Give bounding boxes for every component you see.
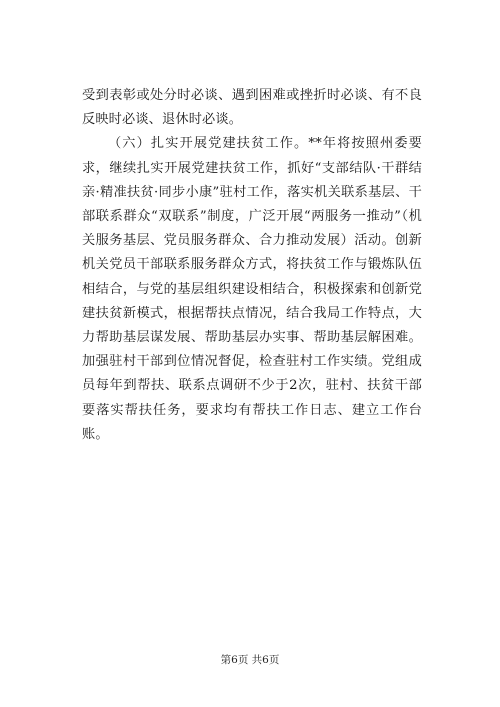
paragraph-continuation: 受到表彰或处分时必谈、遇到困难或挫折时必谈、有不良反映时必谈、退休时必谈。: [82, 88, 422, 128]
page-footer: 第6页 共6页: [220, 654, 280, 666]
document-body: [82, 84, 422, 447]
paragraph-section-six: （六）扎实开展党建扶贫工作。**年将按照州委要求，继续扎实开展党建扶贫工作，抓好“支部结队·干群结亲·精准扶贫·同步小康”驻村工作，落实机关联系基层、干部联系群众“双联系”制度，广泛开展“两服务一推动”（机关服务基层、党员服务群众、合力推动发展）活动。创新机关党员干部联系服务群众方式，将扶贫工作与锻炼队伍相结合，与党的基层组织建设相结合，积极探索和创新党建扶贫新模式，根据帮扶点情况，结合我局工作特点，大力帮助基层谋发展、帮助基层办实事、帮助基层解困难。加强驻村干部到位情况督促，检查驻村工作实绩。党组成员每年到帮扶、联系点调研不少于2次，驻村、扶贫干部要落实帮扶任务，要求均有帮扶工作日志、建立工作台账。: [82, 136, 422, 442]
